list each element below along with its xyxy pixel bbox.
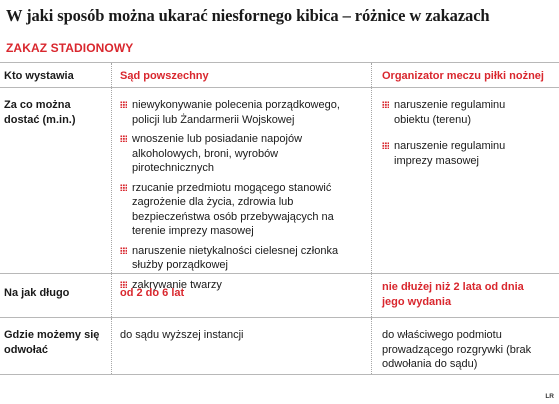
table-row-reasons — [0, 87, 559, 291]
column-divider — [371, 88, 372, 273]
comparison-table — [0, 62, 559, 375]
column-divider — [371, 274, 372, 317]
list-item: wnoszenie lub posiadanie napojów alkoholowych, broni, wyrobów pirotechnicznych — [120, 132, 360, 176]
row-label-reasons: Za co można dostać (m.in.) — [4, 99, 76, 126]
header-organizer: Organizator meczu piłki nożnej — [382, 70, 544, 82]
column-divider — [111, 318, 112, 374]
list-item: naruszenie regulaminu imprezy masowej — [382, 139, 532, 168]
column-divider — [111, 274, 112, 317]
list-item: zakrywanie twarzy — [120, 278, 360, 293]
court-appeal: do sądu wyższej instancji — [120, 329, 244, 341]
column-divider — [111, 88, 112, 273]
page-title: W jaki sposób można ukarać niesfornego kibica – różnice w zakazach — [6, 6, 490, 25]
list-item: rzucanie przedmiotu mogącego stanowić zagrożenie dla życia, zdrowia lub bezpieczeństwa osób przebywających na terenie imprezy masowej — [120, 181, 360, 239]
organizer-duration: nie dłużej niż 2 lata od dnia jego wydania — [382, 281, 524, 308]
grid-bullet-icon — [120, 184, 127, 191]
list-item: naruszenie nietykalności cielesnej członka służby porządkowej — [120, 244, 360, 273]
header-issuer: Kto wystawia — [4, 70, 74, 82]
grid-bullet-icon — [120, 135, 127, 142]
organizer-appeal: do właściwego podmiotu prowadzącego rozgrywki (brak odwołania do sądu) — [382, 329, 532, 370]
grid-bullet-icon — [120, 247, 127, 254]
source-credit: LR — [545, 393, 554, 400]
table-header-row — [0, 62, 559, 87]
row-label-duration: Na jak długo — [4, 287, 70, 299]
table-row-duration — [0, 273, 559, 317]
table-row-appeal — [0, 317, 559, 375]
header-court: Sąd powszechny — [120, 70, 209, 82]
column-divider — [371, 63, 372, 87]
court-duration: od 2 do 6 lat — [120, 287, 185, 299]
grid-bullet-icon — [120, 101, 127, 108]
organizer-reasons-list — [382, 98, 532, 173]
list-item: niewykonywanie polecenia porządkowego, policji lub Żandarmerii Wojskowej — [120, 98, 360, 127]
section-subtitle: ZAKAZ STADIONOWY — [6, 41, 134, 55]
grid-bullet-icon — [382, 142, 389, 149]
list-item: naruszenie regulaminu obiektu (terenu) — [382, 98, 532, 127]
row-label-appeal: Gdzie możemy się odwołać — [4, 329, 100, 356]
court-reasons-list — [120, 98, 360, 297]
grid-bullet-icon — [382, 101, 389, 108]
column-divider — [111, 63, 112, 87]
column-divider — [371, 318, 372, 374]
